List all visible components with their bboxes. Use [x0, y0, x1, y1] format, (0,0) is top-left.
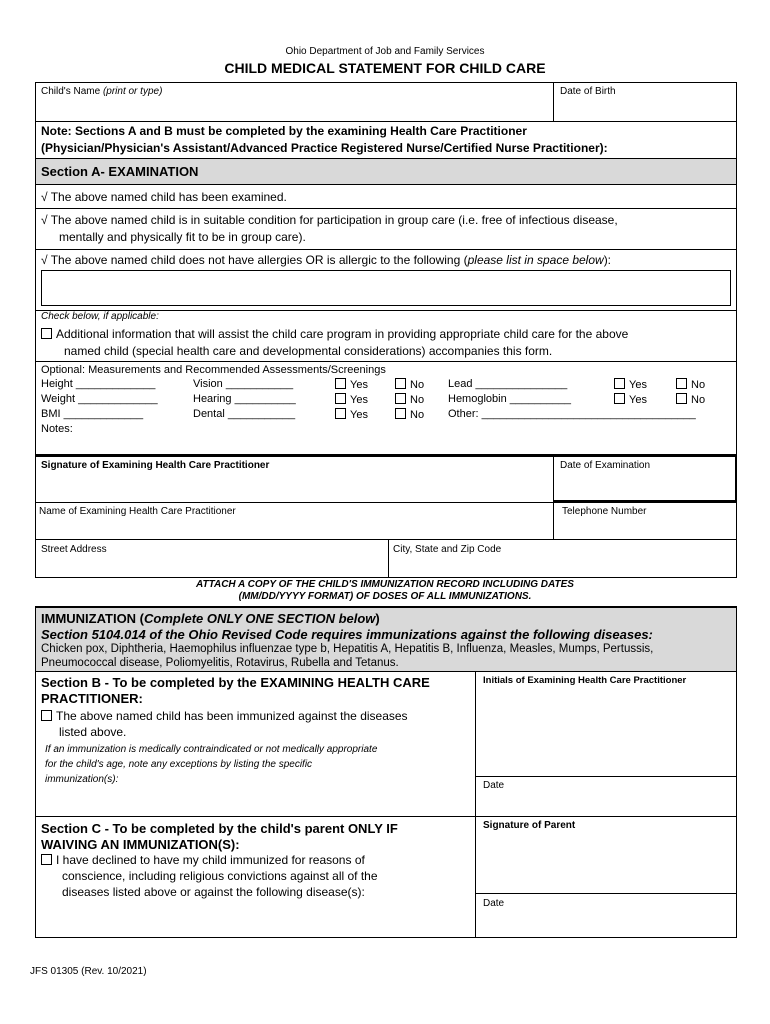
vision-no-label: No [410, 379, 425, 391]
bmi-field[interactable]: BMI _____________ [41, 408, 144, 420]
section-a-heading: Section A- EXAMINATION [41, 164, 199, 179]
check-below-label: Check below, if applicable: [41, 311, 159, 322]
weight-field[interactable]: Weight _____________ [41, 393, 158, 405]
diseases-line-2: Pneumococcal disease, Poliomyelitis, Rotavirus, Rubella and Tetanus. [41, 657, 399, 669]
telephone-label: Telephone Number [562, 506, 647, 517]
vision-no-checkbox[interactable] [395, 378, 406, 389]
additional-info-checkbox[interactable] [41, 328, 52, 339]
vision-yes-checkbox[interactable] [335, 378, 346, 389]
section-b-date-label: Date [483, 780, 505, 791]
waiver-statement-text: I have declined to have my child immunized for reasons of [56, 853, 365, 867]
section-c-heading-line-1: Section C - To be completed by the child's parent ONLY IF [41, 821, 398, 836]
hearing-yes-label: Yes [350, 394, 368, 406]
hemoglobin-yes-label: Yes [629, 394, 647, 406]
form-number: JFS 01305 (Rev. 10/2021) [30, 966, 147, 977]
note-line-2: (Physician/Physician's Assistant/Advanced Practice Registered Nurse/Certified Nurse Practitioner): [41, 141, 608, 155]
section-c-date-label: Date [483, 898, 505, 909]
allergy-statement-hint: please list in space below [467, 253, 604, 267]
notes-label: Notes: [41, 423, 73, 435]
city-state-zip-label: City, State and Zip Code [393, 544, 502, 555]
waiver-statement-line-2: conscience, including religious convictions against all of the [62, 869, 378, 883]
practitioner-initials-label: Initials of Examining Health Care Practitioner [483, 675, 687, 686]
hearing-yes-checkbox[interactable] [335, 393, 346, 404]
diseases-line-1: Chicken pox, Diphtheria, Haemophilus influenzae type b, Hepatitis A, Hepatitis B, Influenza, Measles, Mumps, Pertussis, [41, 643, 654, 655]
ohio-code-requirement: Section 5104.014 of the Ohio Revised Code requires immunizations against the following diseases: [41, 627, 653, 642]
hearing-no-label: No [410, 394, 425, 406]
lead-yes-checkbox[interactable] [614, 378, 625, 389]
allergy-statement [41, 253, 611, 267]
hemoglobin-yes-option[interactable] [614, 393, 647, 406]
practitioner-signature-label: Signature of Examining Health Care Practitioner [41, 460, 270, 471]
waived-diseases-field[interactable] [40, 902, 470, 934]
hemoglobin-no-label: No [691, 394, 706, 406]
exception-note-line-2: for the child's age, note any exceptions by listing the specific [45, 759, 313, 770]
child-name-hint: (print or type) [102, 86, 163, 97]
dental-field[interactable]: Dental ___________ [193, 408, 296, 420]
dental-yes-checkbox[interactable] [335, 408, 346, 419]
immunization-heading-close: ) [375, 611, 380, 626]
height-field[interactable]: Height _____________ [41, 378, 156, 390]
lead-no-label: No [691, 379, 706, 391]
vision-field[interactable]: Vision ___________ [193, 378, 294, 390]
hemoglobin-field[interactable]: Hemoglobin __________ [448, 393, 571, 405]
additional-info-text: Additional information that will assist the child care program in providing appropriate child care for the above [56, 327, 629, 341]
hemoglobin-yes-checkbox[interactable] [614, 393, 625, 404]
telephone-field[interactable] [554, 503, 736, 538]
lead-yes-label: Yes [629, 379, 647, 391]
examined-statement: √ The above named child has been examined. [41, 190, 287, 204]
other-field[interactable]: Other: ___________________________________ [448, 408, 696, 420]
hemoglobin-no-option[interactable] [676, 393, 705, 406]
hearing-no-checkbox[interactable] [395, 393, 406, 404]
immunized-checkbox[interactable] [41, 710, 52, 721]
lead-no-option[interactable] [676, 378, 705, 391]
lead-yes-option[interactable] [614, 378, 647, 391]
lead-no-checkbox[interactable] [676, 378, 687, 389]
child-name-label: Child's Name [41, 86, 101, 97]
allergy-list-field[interactable] [41, 270, 731, 306]
section-b-heading-line-2: PRACTITIONER: [41, 691, 143, 706]
immunization-heading [41, 611, 380, 626]
immunized-statement-line-2: listed above. [59, 725, 127, 739]
practitioner-signature-field[interactable] [36, 457, 552, 501]
additional-info-line-1 [41, 327, 628, 341]
attach-notice-line-2: (MM/DD/YYYY FORMAT) OF DOSES OF ALL IMMUNIZATIONS. [238, 591, 532, 602]
additional-info-line-2: named child (special health care and developmental considerations) accompanies this form. [64, 344, 553, 358]
waiver-statement-line-3: diseases listed above or against the following disease(s): [62, 885, 365, 899]
parent-signature-field[interactable] [476, 817, 736, 892]
city-state-zip-field[interactable] [389, 540, 736, 577]
dental-no-option[interactable] [395, 408, 424, 421]
lead-field[interactable]: Lead _______________ [448, 378, 568, 390]
waiver-checkbox[interactable] [41, 854, 52, 865]
section-b-date-field[interactable] [476, 777, 736, 816]
waiver-statement-line-1 [41, 853, 365, 867]
street-address-label: Street Address [41, 544, 107, 555]
practitioner-name-field[interactable] [36, 503, 552, 538]
exam-date-label: Date of Examination [560, 460, 651, 471]
practitioner-initials-field[interactable] [476, 672, 736, 775]
vision-no-option[interactable] [395, 378, 424, 391]
date-of-birth-field[interactable] [554, 83, 736, 121]
dental-yes-label: Yes [350, 409, 368, 421]
section-b-heading-line-1: Section B - To be completed by the EXAMINING HEALTH CARE [41, 675, 430, 690]
hearing-yes-option[interactable] [335, 393, 368, 406]
form-title: CHILD MEDICAL STATEMENT FOR CHILD CARE [224, 60, 546, 76]
agency-name: Ohio Department of Job and Family Services [285, 46, 485, 57]
hearing-no-option[interactable] [395, 393, 424, 406]
exception-note-line-1: If an immunization is medically contraindicated or not medically appropriate [45, 744, 378, 755]
exception-note-line-3: immunization(s): [45, 774, 119, 785]
vision-yes-option[interactable] [335, 378, 368, 391]
suitable-condition-line-1: √ The above named child is in suitable condition for participation in group care (i.e. free of infectious disease, [41, 213, 618, 227]
section-c-heading-line-2: WAIVING AN IMMUNIZATION(S): [41, 837, 240, 852]
parent-signature-label: Signature of Parent [483, 820, 576, 831]
allergy-statement-close: ): [603, 253, 612, 267]
immunization-heading-text: IMMUNIZATION ( [41, 611, 145, 626]
optional-heading: Optional: Measurements and Recommended Assessments/Screenings [41, 364, 386, 376]
child-name-field[interactable] [36, 83, 552, 121]
immunized-statement-line-1 [41, 709, 408, 723]
dental-no-checkbox[interactable] [395, 408, 406, 419]
attach-notice-line-1: ATTACH A COPY OF THE CHILD'S IMMUNIZATION RECORD INCLUDING DATES [196, 579, 574, 590]
immunization-heading-instruction: Complete ONLY ONE SECTION below [144, 611, 376, 626]
exam-date-field[interactable] [554, 457, 734, 501]
allergy-statement-text: √ The above named child does not have allergies OR is allergic to the following ( [41, 253, 468, 267]
date-of-birth-label: Date of Birth [560, 86, 616, 97]
street-address-field[interactable] [36, 540, 387, 577]
hemoglobin-no-checkbox[interactable] [676, 393, 687, 404]
dental-yes-option[interactable] [335, 408, 368, 421]
section-c-date-field[interactable] [476, 894, 736, 937]
dental-no-label: No [410, 409, 425, 421]
vision-yes-label: Yes [350, 379, 368, 391]
immunized-statement-text: The above named child has been immunized against the diseases [56, 709, 408, 723]
hearing-field[interactable]: Hearing __________ [193, 393, 296, 405]
suitable-condition-line-2: mentally and physically fit to be in group care). [59, 230, 306, 244]
exceptions-field[interactable] [40, 790, 470, 814]
note-line-1: Note: Sections A and B must be completed by the examining Health Care Practitioner [41, 124, 527, 138]
practitioner-name-label: Name of Examining Health Care Practitioner [39, 506, 236, 517]
